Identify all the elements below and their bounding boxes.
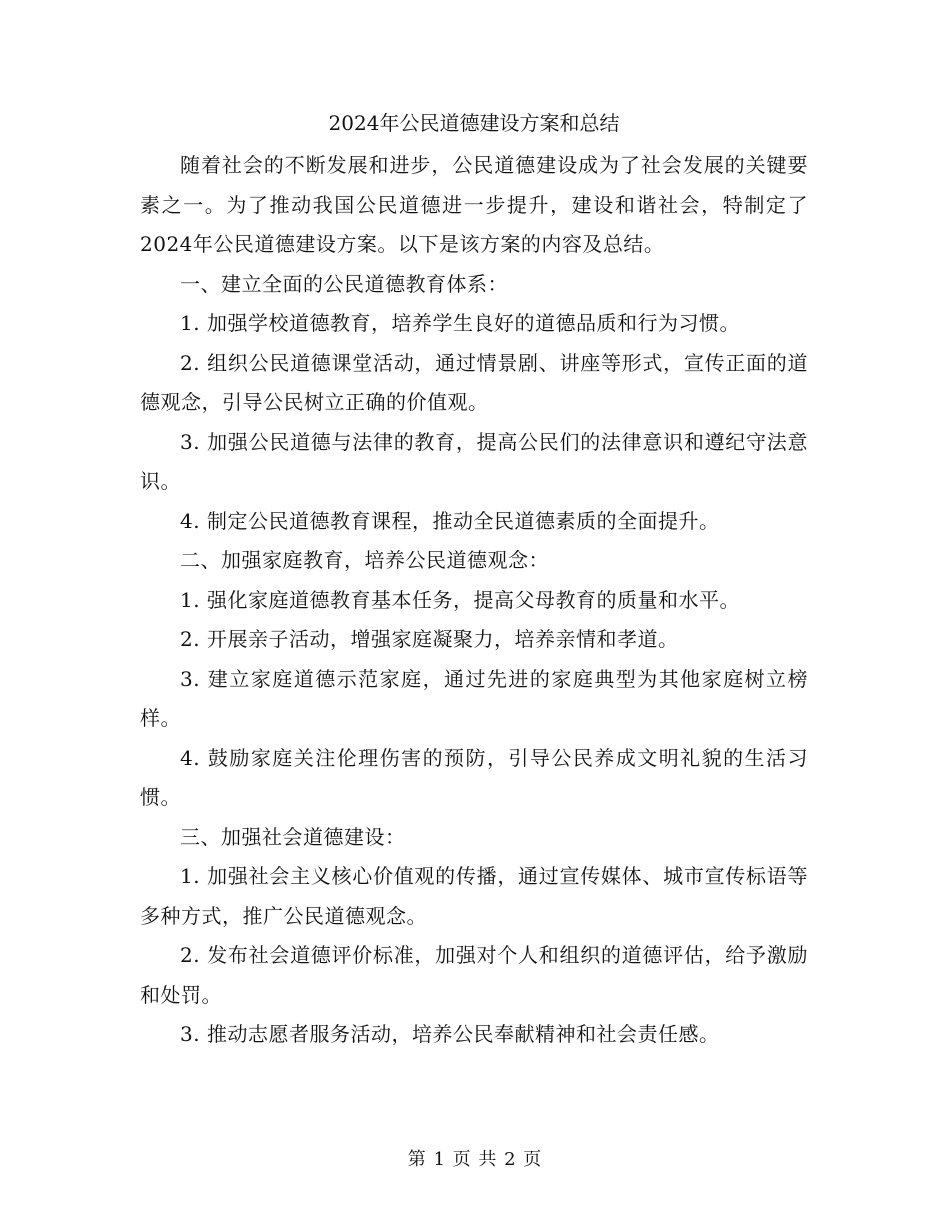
list-item: 3. 建立家庭道德示范家庭，通过先进的家庭典型为其他家庭树立榜样。 [140,666,808,730]
document-title: 2024年公民道德建设方案和总结 [328,111,620,135]
page-number-footer: 第 1 页 共 2 页 [407,1149,543,1170]
section-heading-1: 一、建立全面的公民道德教育体系： [180,271,508,296]
list-item: 1. 加强社会主义核心价值观的传播，通过宣传媒体、城市宣传标语等多种方式，推广公民道德观念。 [140,864,808,928]
list-item: 2. 组织公民道德课堂活动，通过情景剧、讲座等形式，宣传正面的道德观念，引导公民树立正确的价值观。 [140,350,808,414]
list-item: 4. 鼓励家庭关注伦理伤害的预防，引导公民养成文明礼貌的生活习惯。 [140,745,808,809]
intro-paragraph: 随着社会的不断发展和进步，公民道德建设成为了社会发展的关键要素之一。为了推动我国公民道德进一步提升，建设和谐社会，特制定了2024年公民道德建设方案。以下是该方案的内容及总结。 [140,153,808,256]
list-item: 4. 制定公民道德教育课程，推动全民道德素质的全面提升。 [180,508,720,533]
list-item: 1. 加强学校道德教育，培养学生良好的道德品质和行为习惯。 [180,311,740,335]
section-heading-2: 二、加强家庭教育，培养公民道德观念： [180,548,549,572]
list-item: 2. 发布社会道德评价标准，加强对个人和组织的道德评估，给予激励和处罚。 [140,943,808,1007]
document-body [140,104,808,1055]
list-item: 2. 开展亲子活动，增强家庭凝聚力，培养亲情和孝道。 [180,627,679,651]
list-item: 3. 推动志愿者服务活动，培养公民奉献精神和社会责任感。 [180,1022,720,1046]
list-item: 3. 加强公民道德与法律的教育，提高公民们的法律意识和遵纪守法意识。 [140,429,808,493]
section-heading-3: 三、加强社会道德建设： [180,824,406,849]
list-item: 1. 强化家庭道德教育基本任务，提高父母教育的质量和水平。 [180,587,740,612]
